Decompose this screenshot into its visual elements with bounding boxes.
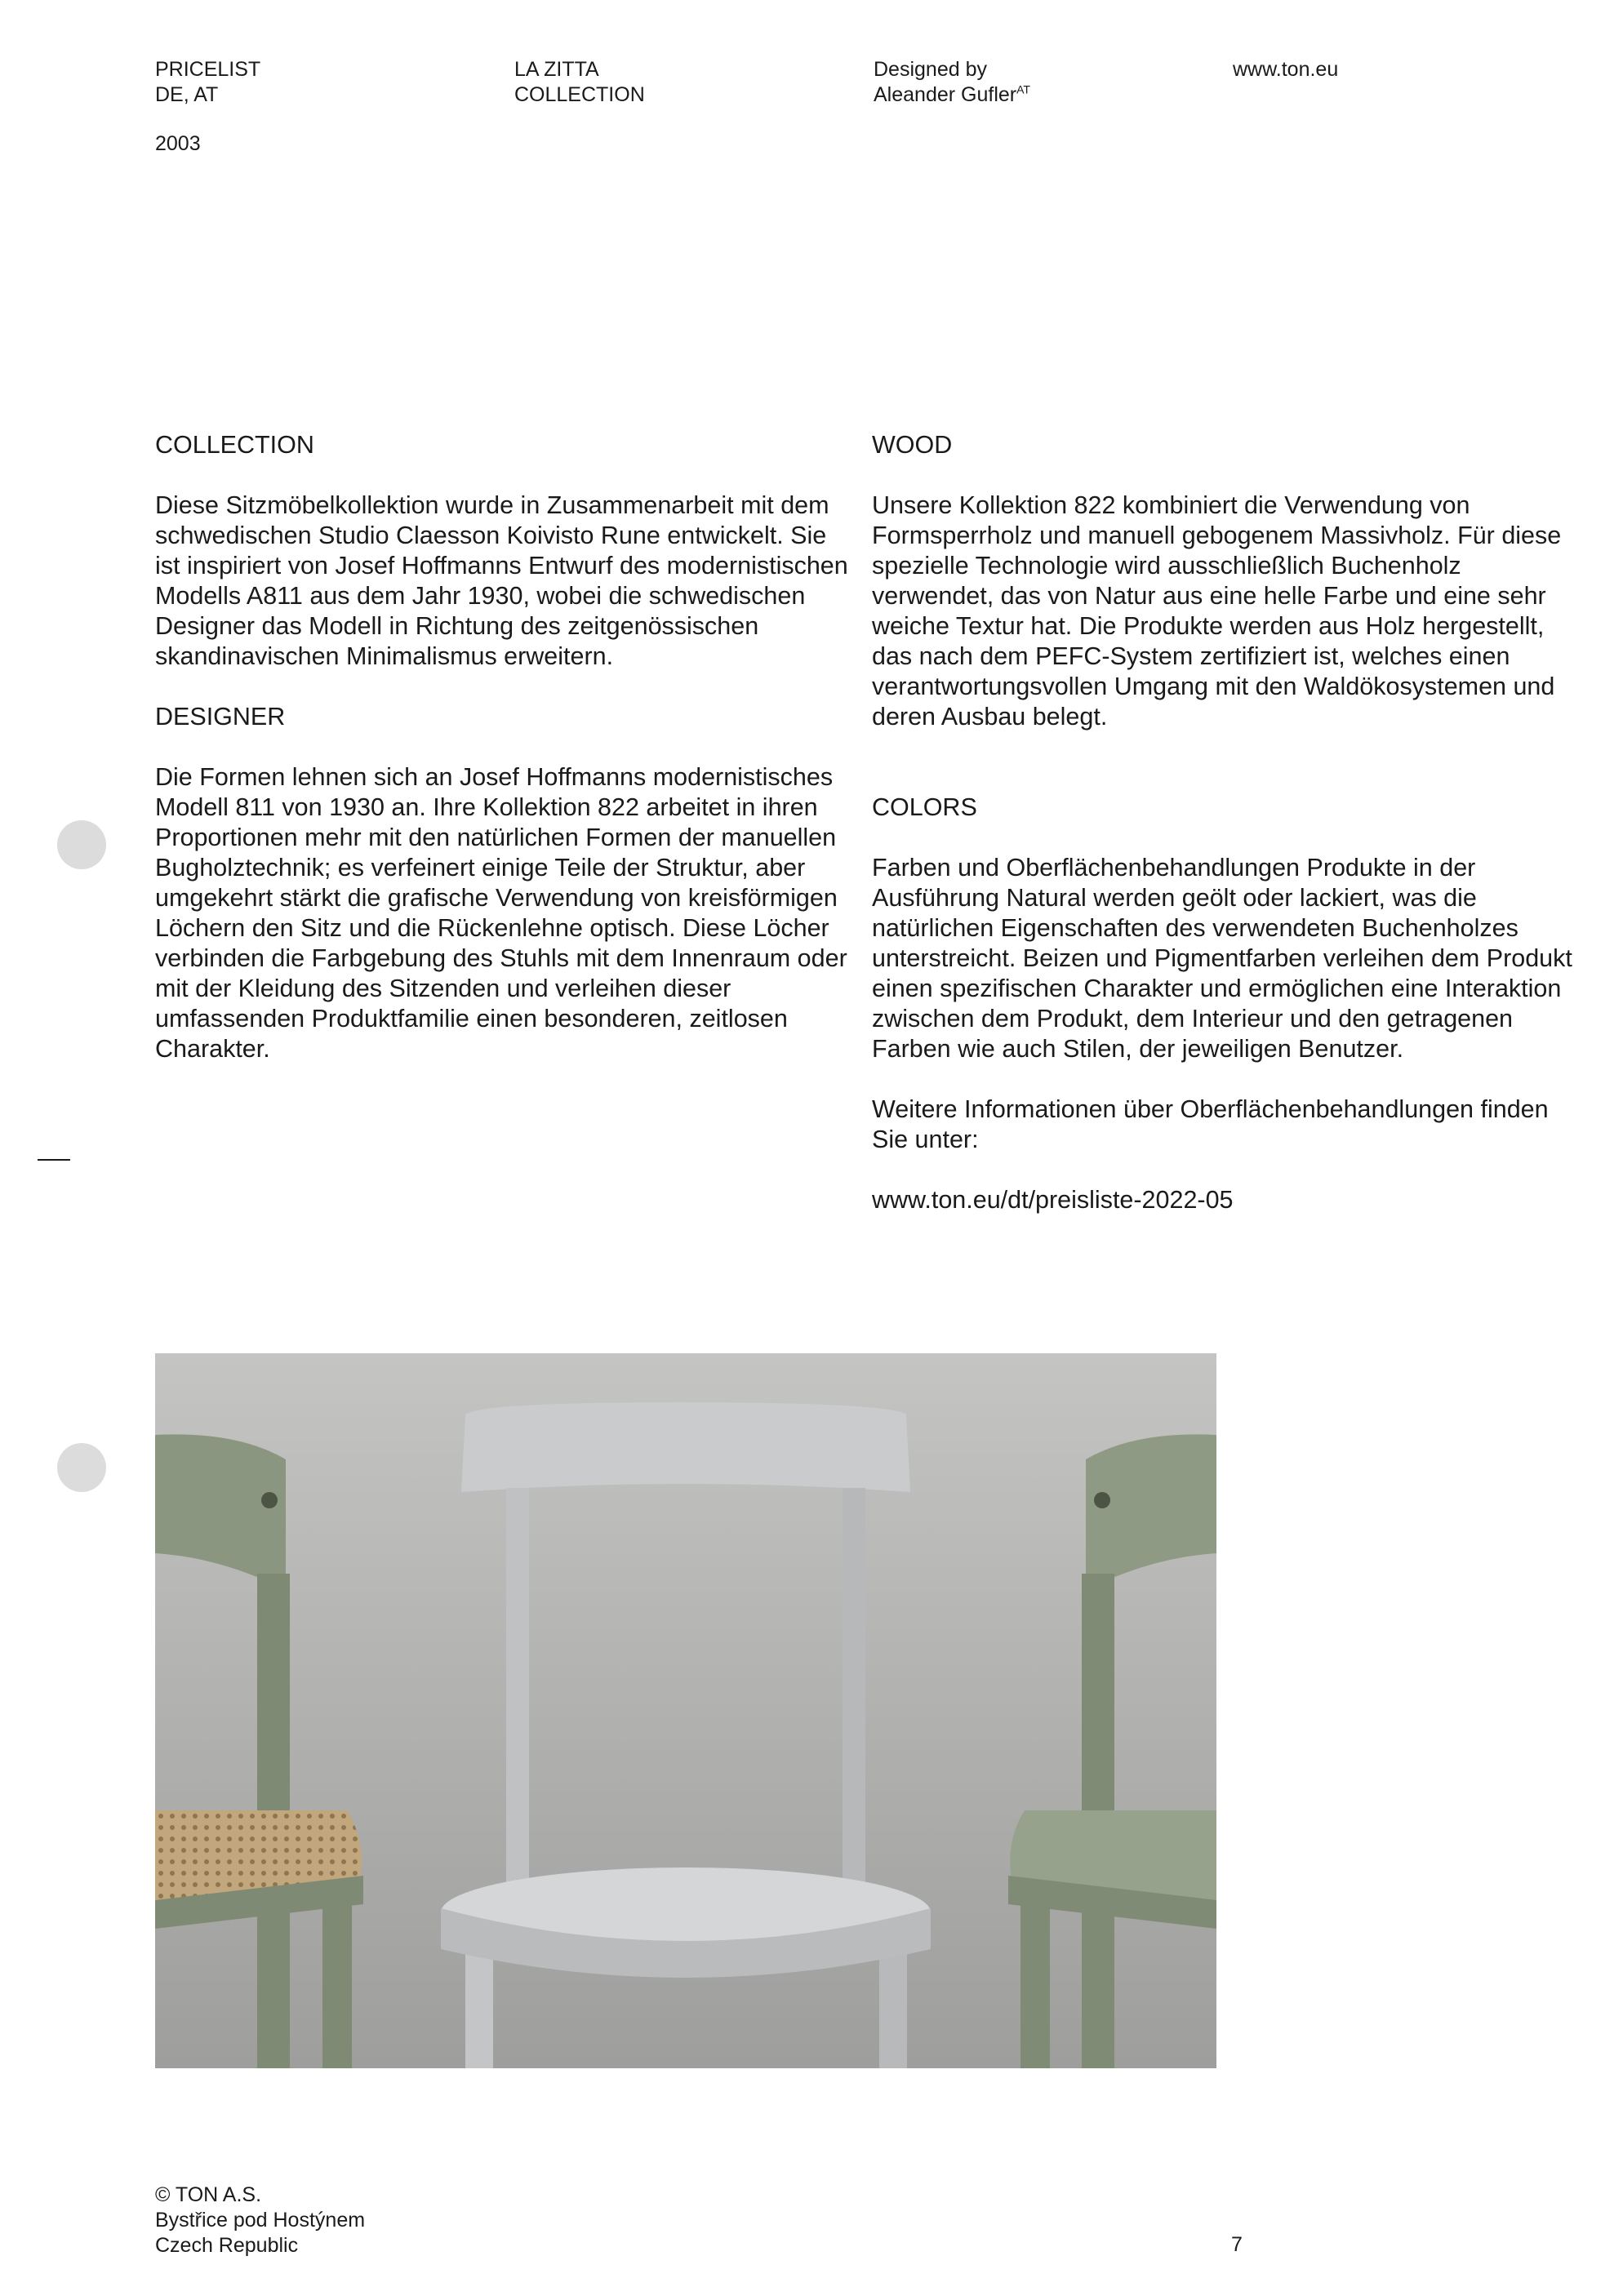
finish-link[interactable]: www.ton.eu/dt/preisliste-2022-05	[872, 1186, 1234, 1214]
designer-text: Die Formen lehnen sich an Josef Hoffmanns modernistisches Modell 811 von 1930 an. Ihre Kollektion 822 arbeitet in ihren Proportionen mehr mit den natürlichen Formen der manuellen Bugholztechnik; es verfeinert einige Teile der Struktur, aber umgekehrt stärkt die grafische Verwendung von kreisförmigen Löchern den Sitz und die Rückenlehne optisch. Diese Löcher verbinden die Farbgebung des Stuhls mit dem Innenraum oder mit der Kleidung des Sitzenden und verleihen dieser umfassenden Produktfamilie einen besonderen, zeitlosen Charakter.	[155, 763, 847, 1063]
website-link[interactable]: www.ton.eu	[1233, 58, 1339, 81]
designer-name-line	[874, 82, 1030, 108]
collection-word: COLLECTION	[514, 83, 645, 106]
product-photo	[155, 1353, 1216, 2068]
more-info-text: Weitere Informationen über Oberflächenbehandlungen finden Sie unter:	[872, 1095, 1549, 1153]
right-column	[872, 430, 1574, 1246]
colors-section	[872, 793, 1574, 1215]
wood-heading: WOOD	[872, 431, 953, 459]
country: Czech Republic	[155, 2234, 299, 2257]
pricelist-label: PRICELIST	[155, 58, 261, 81]
page-number: 7	[1231, 2233, 1243, 2256]
left-column	[155, 430, 857, 1095]
colors-heading: COLORS	[872, 793, 977, 821]
copyright: © TON A.S.	[155, 2183, 262, 2206]
wood-text: Unsere Kollektion 822 kombiniert die Verwendung von Formsperrholz und manuell gebogenem Massivholz. Für diese spezielle Technologie wird ausschließlich Buchenholz verwendet, das von Natur aus eine helle Farbe und eine sehr weiche Textur hat. Die Produkte werden aus Holz hergestellt, das nach dem PEFC-System zertifiziert ist, welches einen verantwortungsvollen Umgang mit den Waldökosystemen und deren Ausbau belegt.	[872, 491, 1562, 731]
header-pricelist	[155, 57, 260, 108]
collection-name: LA ZITTA	[514, 58, 599, 81]
collection-text: Diese Sitzmöbelkollektion wurde in Zusammenarbeit mit dem schwedischen Studio Claesson Koivisto Rune entwickelt. Sie ist inspiriert von Josef Hoffmanns Entwurf des modernistischen Modells A811 aus dem Jahr 1930, wobei die schwedischen Designer das Modell in Richtung des zeitgenössischen skandinavischen Minimalismus erweitern.	[155, 491, 848, 670]
hole-punch-top	[57, 820, 106, 869]
collection-section	[155, 430, 857, 672]
fold-mark	[38, 1159, 70, 1161]
chairs-illustration	[155, 1353, 1216, 2068]
region-label: DE, AT	[155, 83, 219, 106]
designer-name: Aleander Gufler	[874, 83, 1017, 106]
colors-text: Farben und Oberflächenbehandlungen Produkte in der Ausführung Natural werden geölt oder lackiert, was die natürlichen Eigenschaften des verwendeten Buchenholzes unterstreicht. Beizen und Pigmentfarben verleihen dem Produkt einen spezifischen Charakter und ermöglichen eine Interaktion zwischen dem Produkt, dem Interieur und den getragenen Farben wie auch Stilen, der jeweiligen Benutzer.	[872, 854, 1572, 1063]
wood-section	[872, 430, 1574, 732]
hole-punch-bottom	[57, 1443, 106, 1492]
designer-heading: DESIGNER	[155, 703, 286, 731]
designed-by-label: Designed by	[874, 58, 987, 81]
year-label: 2003	[155, 132, 201, 155]
header-designer	[874, 57, 1030, 108]
header-collection	[514, 57, 645, 108]
collection-heading: COLLECTION	[155, 431, 314, 459]
designer-section	[155, 702, 857, 1064]
footer	[155, 2183, 365, 2258]
designer-country: AT	[1016, 82, 1030, 96]
city: Bystřice pod Hostýnem	[155, 2209, 366, 2232]
header-website	[1233, 57, 1338, 82]
